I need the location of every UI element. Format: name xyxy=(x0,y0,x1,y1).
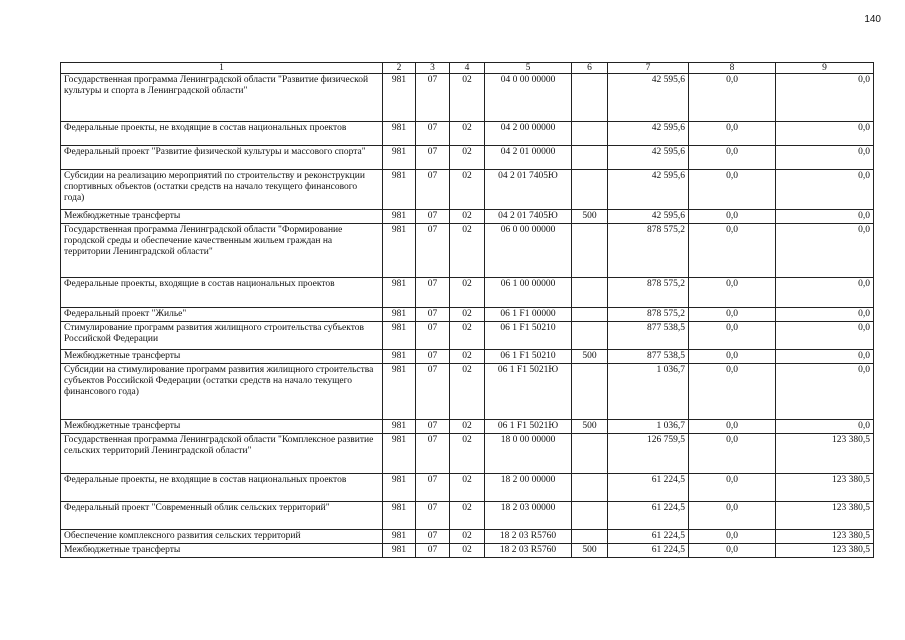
amount-year-1: 61 224,5 xyxy=(608,544,689,558)
target-article-code: 04 2 01 00000 xyxy=(485,146,572,170)
grbs-code: 981 xyxy=(383,474,416,502)
amount-year-2: 0,0 xyxy=(689,224,776,278)
target-article-code: 06 1 F1 00000 xyxy=(485,308,572,322)
amount-year-2: 0,0 xyxy=(689,74,776,122)
target-article-code: 06 1 F1 5021Ю xyxy=(485,420,572,434)
section-code: 07 xyxy=(416,122,450,146)
expense-type-code xyxy=(572,434,608,474)
section-code: 07 xyxy=(416,210,450,224)
amount-year-1: 126 759,5 xyxy=(608,434,689,474)
row-name: Межбюджетные трансферты xyxy=(61,210,383,224)
amount-year-3: 0,0 xyxy=(776,224,874,278)
section-code: 07 xyxy=(416,308,450,322)
section-code: 07 xyxy=(416,146,450,170)
section-code: 07 xyxy=(416,420,450,434)
expense-type-code xyxy=(572,308,608,322)
amount-year-3: 123 380,5 xyxy=(776,530,874,544)
amount-year-2: 0,0 xyxy=(689,170,776,210)
subsection-code: 02 xyxy=(450,308,485,322)
amount-year-2: 0,0 xyxy=(689,322,776,350)
row-name: Федеральные проекты, входящие в состав национальных проектов xyxy=(61,278,383,308)
target-article-code: 18 2 00 00000 xyxy=(485,474,572,502)
expense-type-code xyxy=(572,74,608,122)
amount-year-2: 0,0 xyxy=(689,122,776,146)
subsection-code: 02 xyxy=(450,474,485,502)
amount-year-3: 0,0 xyxy=(776,364,874,420)
expense-type-code xyxy=(572,170,608,210)
amount-year-1: 42 595,6 xyxy=(608,146,689,170)
subsection-code: 02 xyxy=(450,544,485,558)
table-row xyxy=(61,122,874,146)
table-row xyxy=(61,170,874,210)
section-code: 07 xyxy=(416,322,450,350)
grbs-code: 981 xyxy=(383,544,416,558)
grbs-code: 981 xyxy=(383,122,416,146)
expense-type-code xyxy=(572,530,608,544)
amount-year-2: 0,0 xyxy=(689,278,776,308)
table-row xyxy=(61,322,874,350)
amount-year-1: 61 224,5 xyxy=(608,474,689,502)
column-header: 5 xyxy=(485,63,572,74)
budget-table xyxy=(60,62,874,558)
table-row xyxy=(61,224,874,278)
section-code: 07 xyxy=(416,364,450,420)
target-article-code: 04 0 00 00000 xyxy=(485,74,572,122)
row-name: Федеральный проект "Развитие физической культуры и массового спорта" xyxy=(61,146,383,170)
table-row xyxy=(61,146,874,170)
amount-year-1: 42 595,6 xyxy=(608,74,689,122)
amount-year-3: 0,0 xyxy=(776,420,874,434)
row-name: Субсидии на реализацию мероприятий по строительству и реконструкции спортивных объектов (остатки средств на начало текущего финансового года) xyxy=(61,170,383,210)
target-article-code: 04 2 00 00000 xyxy=(485,122,572,146)
amount-year-1: 877 538,5 xyxy=(608,322,689,350)
expense-type-code xyxy=(572,122,608,146)
target-article-code: 18 2 03 00000 xyxy=(485,502,572,530)
row-name: Обеспечение комплексного развития сельских территорий xyxy=(61,530,383,544)
target-article-code: 06 1 F1 50210 xyxy=(485,322,572,350)
amount-year-2: 0,0 xyxy=(689,210,776,224)
column-header: 7 xyxy=(608,63,689,74)
amount-year-2: 0,0 xyxy=(689,350,776,364)
expense-type-code xyxy=(572,474,608,502)
amount-year-2: 0,0 xyxy=(689,308,776,322)
table-row xyxy=(61,434,874,474)
amount-year-1: 42 595,6 xyxy=(608,170,689,210)
amount-year-1: 61 224,5 xyxy=(608,502,689,530)
table-row xyxy=(61,502,874,530)
expense-type-code: 500 xyxy=(572,350,608,364)
grbs-code: 981 xyxy=(383,170,416,210)
expense-type-code xyxy=(572,502,608,530)
grbs-code: 981 xyxy=(383,74,416,122)
section-code: 07 xyxy=(416,224,450,278)
target-article-code: 04 2 01 7405Ю xyxy=(485,170,572,210)
expense-type-code: 500 xyxy=(572,544,608,558)
grbs-code: 981 xyxy=(383,350,416,364)
subsection-code: 02 xyxy=(450,224,485,278)
grbs-code: 981 xyxy=(383,434,416,474)
section-code: 07 xyxy=(416,74,450,122)
column-header: 6 xyxy=(572,63,608,74)
section-code: 07 xyxy=(416,434,450,474)
subsection-code: 02 xyxy=(450,210,485,224)
amount-year-3: 123 380,5 xyxy=(776,474,874,502)
expense-type-code xyxy=(572,322,608,350)
amount-year-2: 0,0 xyxy=(689,364,776,420)
amount-year-3: 0,0 xyxy=(776,210,874,224)
amount-year-3: 0,0 xyxy=(776,322,874,350)
table-row xyxy=(61,278,874,308)
row-name: Субсидии на стимулирование программ развития жилищного строительства субъектов Российской Федерации (остатки средств на начало текущего финансового года) xyxy=(61,364,383,420)
subsection-code: 02 xyxy=(450,122,485,146)
target-article-code: 18 2 03 R5760 xyxy=(485,530,572,544)
column-header: 9 xyxy=(776,63,874,74)
target-article-code: 06 1 00 00000 xyxy=(485,278,572,308)
subsection-code: 02 xyxy=(450,350,485,364)
target-article-code: 06 1 F1 5021Ю xyxy=(485,364,572,420)
expense-type-code xyxy=(572,364,608,420)
target-article-code: 06 1 F1 50210 xyxy=(485,350,572,364)
grbs-code: 981 xyxy=(383,146,416,170)
column-header: 1 xyxy=(61,63,383,74)
section-code: 07 xyxy=(416,278,450,308)
amount-year-1: 61 224,5 xyxy=(608,530,689,544)
amount-year-3: 0,0 xyxy=(776,122,874,146)
table-row xyxy=(61,530,874,544)
column-header: 2 xyxy=(383,63,416,74)
row-name: Государственная программа Ленинградской области "Комплексное развитие сельских территорий Ленинградской области" xyxy=(61,434,383,474)
amount-year-1: 42 595,6 xyxy=(608,122,689,146)
row-name: Государственная программа Ленинградской области "Формирование городской среды и обеспечение качественным жильем граждан на территории Ленинградской области" xyxy=(61,224,383,278)
amount-year-3: 0,0 xyxy=(776,74,874,122)
grbs-code: 981 xyxy=(383,364,416,420)
amount-year-1: 877 538,5 xyxy=(608,350,689,364)
row-name: Межбюджетные трансферты xyxy=(61,420,383,434)
grbs-code: 981 xyxy=(383,308,416,322)
amount-year-1: 42 595,6 xyxy=(608,210,689,224)
target-article-code: 06 0 00 00000 xyxy=(485,224,572,278)
page-number: 140 xyxy=(864,14,881,25)
subsection-code: 02 xyxy=(450,420,485,434)
table-row xyxy=(61,420,874,434)
amount-year-2: 0,0 xyxy=(689,474,776,502)
amount-year-2: 0,0 xyxy=(689,544,776,558)
amount-year-1: 878 575,2 xyxy=(608,308,689,322)
grbs-code: 981 xyxy=(383,210,416,224)
table-row xyxy=(61,210,874,224)
row-name: Федеральный проект "Жилье" xyxy=(61,308,383,322)
amount-year-2: 0,0 xyxy=(689,434,776,474)
row-name: Межбюджетные трансферты xyxy=(61,544,383,558)
table-row xyxy=(61,74,874,122)
grbs-code: 981 xyxy=(383,278,416,308)
expense-type-code: 500 xyxy=(572,420,608,434)
table-row xyxy=(61,364,874,420)
table-row xyxy=(61,308,874,322)
amount-year-2: 0,0 xyxy=(689,530,776,544)
section-code: 07 xyxy=(416,544,450,558)
column-header: 8 xyxy=(689,63,776,74)
grbs-code: 981 xyxy=(383,224,416,278)
column-number-row xyxy=(61,63,874,74)
subsection-code: 02 xyxy=(450,146,485,170)
amount-year-3: 123 380,5 xyxy=(776,544,874,558)
amount-year-3: 0,0 xyxy=(776,170,874,210)
column-header: 4 xyxy=(450,63,485,74)
amount-year-2: 0,0 xyxy=(689,146,776,170)
target-article-code: 18 0 00 00000 xyxy=(485,434,572,474)
amount-year-3: 0,0 xyxy=(776,278,874,308)
section-code: 07 xyxy=(416,350,450,364)
target-article-code: 04 2 01 7405Ю xyxy=(485,210,572,224)
row-name: Межбюджетные трансферты xyxy=(61,350,383,364)
grbs-code: 981 xyxy=(383,502,416,530)
target-article-code: 18 2 03 R5760 xyxy=(485,544,572,558)
section-code: 07 xyxy=(416,530,450,544)
amount-year-1: 878 575,2 xyxy=(608,278,689,308)
section-code: 07 xyxy=(416,170,450,210)
expense-type-code xyxy=(572,224,608,278)
amount-year-3: 123 380,5 xyxy=(776,434,874,474)
expense-type-code: 500 xyxy=(572,210,608,224)
row-name: Федеральные проекты, не входящие в состав национальных проектов xyxy=(61,474,383,502)
subsection-code: 02 xyxy=(450,364,485,420)
amount-year-1: 1 036,7 xyxy=(608,420,689,434)
subsection-code: 02 xyxy=(450,322,485,350)
amount-year-3: 0,0 xyxy=(776,146,874,170)
row-name: Стимулирование программ развития жилищного строительства субъектов Российской Федерации xyxy=(61,322,383,350)
subsection-code: 02 xyxy=(450,530,485,544)
amount-year-1: 1 036,7 xyxy=(608,364,689,420)
amount-year-1: 878 575,2 xyxy=(608,224,689,278)
amount-year-3: 0,0 xyxy=(776,308,874,322)
row-name: Государственная программа Ленинградской области "Развитие физической культуры и спорта в Ленинградской области" xyxy=(61,74,383,122)
amount-year-2: 0,0 xyxy=(689,502,776,530)
table-row xyxy=(61,544,874,558)
table-row xyxy=(61,350,874,364)
subsection-code: 02 xyxy=(450,278,485,308)
section-code: 07 xyxy=(416,474,450,502)
subsection-code: 02 xyxy=(450,434,485,474)
amount-year-3: 0,0 xyxy=(776,350,874,364)
grbs-code: 981 xyxy=(383,322,416,350)
grbs-code: 981 xyxy=(383,420,416,434)
subsection-code: 02 xyxy=(450,170,485,210)
row-name: Федеральный проект "Современный облик сельских территорий" xyxy=(61,502,383,530)
amount-year-3: 123 380,5 xyxy=(776,502,874,530)
grbs-code: 981 xyxy=(383,530,416,544)
row-name: Федеральные проекты, не входящие в состав национальных проектов xyxy=(61,122,383,146)
column-header: 3 xyxy=(416,63,450,74)
expense-type-code xyxy=(572,278,608,308)
expense-type-code xyxy=(572,146,608,170)
subsection-code: 02 xyxy=(450,74,485,122)
section-code: 07 xyxy=(416,502,450,530)
amount-year-2: 0,0 xyxy=(689,420,776,434)
subsection-code: 02 xyxy=(450,502,485,530)
table-row xyxy=(61,474,874,502)
